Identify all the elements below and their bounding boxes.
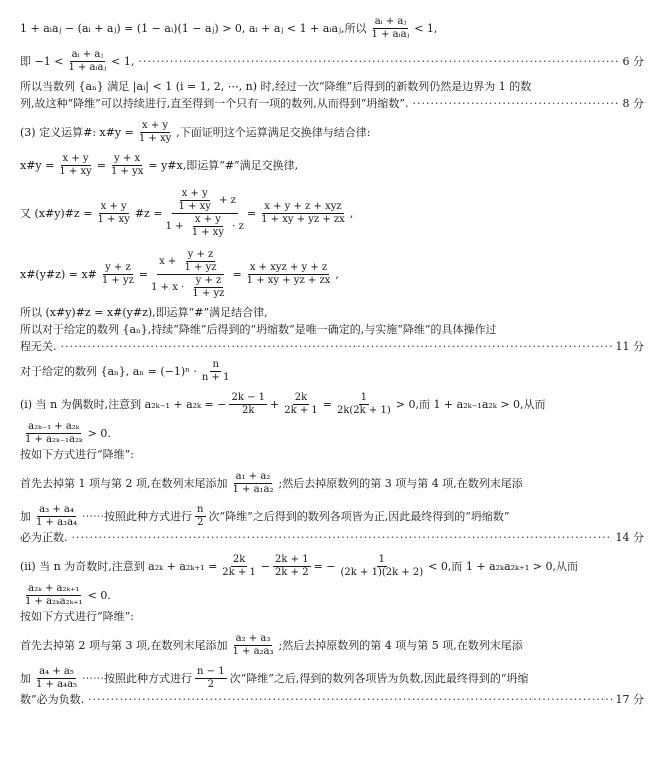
line-6 — [20, 153, 644, 178]
denominator: 2k + 1 — [222, 567, 256, 578]
compound-numerator — [172, 188, 238, 214]
numerator: y + z — [195, 275, 222, 286]
leader-dots — [412, 95, 618, 112]
numerator: x + y — [142, 120, 169, 131]
line-8 — [20, 249, 644, 300]
line-16 — [20, 471, 644, 496]
numerator: x + y — [62, 153, 89, 164]
line-7 — [20, 188, 644, 239]
denominator: 2 — [197, 517, 204, 528]
denominator: 1 + xy — [97, 214, 130, 225]
fraction — [177, 188, 213, 213]
numerator: a₂ + a₃ — [235, 633, 271, 644]
denominator: 2k + 2 — [275, 567, 309, 578]
line-5 — [20, 120, 644, 145]
fraction — [23, 421, 85, 446]
text: = y#x,即运算“#”满足交换律, — [148, 159, 299, 172]
fraction — [34, 504, 79, 529]
line-9 — [20, 304, 644, 321]
fraction — [339, 554, 426, 579]
denominator: 1 + xy + yz + zx — [246, 275, 331, 286]
text: ,下面证明这个运算满足交换律与结合律: — [176, 126, 371, 139]
score-label: 6 分 — [622, 55, 644, 68]
compound-numerator — [157, 249, 223, 275]
numerator: a₁ + a₂ — [235, 471, 271, 482]
denominator: 1 + yz — [101, 275, 134, 286]
fraction — [100, 262, 136, 287]
fraction — [190, 275, 226, 300]
text: (3) 定义运算#: x#y = — [20, 126, 134, 139]
line-12 — [20, 359, 644, 384]
text: x#y = — [20, 159, 55, 172]
leader-dots — [138, 53, 618, 70]
score-label: 11 分 — [615, 340, 644, 353]
numerator: n — [197, 504, 204, 515]
denominator: 1 + xy — [138, 133, 172, 144]
denominator: 1 + a₁a₂ — [232, 484, 274, 495]
text: 列,故这种“降维”可以持续进行,直至得到一个只有一项的数列,从而得到“坍缩数”. — [20, 97, 409, 110]
numerator: y + z — [187, 249, 214, 260]
text: < 0,而 1 + a₂ₖa₂ₖ₊₁ > 0,从而 — [428, 560, 578, 573]
numerator: a₄ + a₅ — [39, 666, 74, 677]
fraction — [335, 392, 393, 417]
text: 按如下方式进行“降维”: — [20, 610, 134, 623]
fraction — [259, 201, 347, 226]
line-2 — [20, 49, 644, 74]
text: = — [138, 268, 149, 281]
fraction — [195, 504, 205, 529]
numerator: x + xyz + y + z — [249, 262, 328, 273]
line-24 — [20, 691, 644, 708]
numerator: 2k − 1 — [231, 392, 266, 403]
numerator: n − 1 — [197, 666, 225, 677]
compound-denominator — [151, 275, 229, 300]
text: ;然后去掉原数列的第 4 项与第 5 项,在数列末尾添 — [278, 639, 523, 652]
denominator: 2k + 1 — [284, 405, 318, 416]
fraction — [57, 153, 93, 178]
compound-fraction — [166, 188, 244, 239]
text: (ⅰ) 当 n 为偶数时,注意到 a₂ₖ₋₁ + a₂ₖ = − — [20, 398, 227, 411]
score-label: 8 分 — [622, 97, 644, 110]
text: 所以当数列 {aₙ} 满足 |aᵢ| < 1 (i = 1, 2, ⋯, n) 时,经过一次“降维”后得到的新数列仍然是边界为 1 的数 — [20, 80, 532, 93]
line-20 — [20, 583, 644, 608]
text: + — [270, 398, 280, 411]
compound-denominator — [166, 214, 244, 239]
denominator: 1 + a₃a₄ — [36, 517, 78, 528]
fraction — [66, 49, 108, 74]
text: + z — [219, 195, 236, 206]
leader-dots — [61, 338, 612, 355]
line-19 — [20, 554, 644, 579]
fraction — [282, 392, 320, 417]
text: 加 — [20, 672, 31, 685]
numerator: aᵢ + aⱼ — [374, 16, 407, 27]
text: = — [322, 398, 332, 411]
fraction — [273, 554, 311, 579]
fraction — [190, 214, 226, 239]
text: 次“降维”之后,得到的数列各项皆为负数,因此最终得到的“坍缩 — [229, 672, 529, 685]
denominator: 1 + a₄a₅ — [36, 679, 78, 690]
text: = — [96, 159, 106, 172]
fraction — [245, 262, 333, 287]
text: 1 + aᵢaⱼ − (aᵢ + aⱼ) = (1 − aᵢ)(1 − aⱼ) > 0, aᵢ + aⱼ < 1 + aᵢaⱼ,所以 — [20, 22, 367, 35]
text: 数”必为负数. — [20, 693, 85, 706]
text: ⋯⋯按照此种方式进行 — [82, 672, 193, 685]
numerator: 1 — [378, 554, 386, 565]
line-21 — [20, 608, 644, 625]
numerator: aᵢ + aⱼ — [71, 49, 103, 60]
score-label: 17 分 — [615, 693, 644, 706]
line-17 — [20, 504, 644, 529]
text: ⋯⋯按照此种方式进行 — [82, 510, 193, 523]
numerator: 2k — [232, 554, 246, 565]
denominator: 1 + aᵢaⱼ — [371, 29, 410, 40]
text: = − — [313, 560, 336, 573]
text: 所以对于给定的数列 {aₙ},持续“降维”后得到的“坍缩数”是唯一确定的,与实施“降维”的具体操作过 — [20, 323, 497, 336]
text: − — [260, 560, 271, 573]
numerator: x + y — [181, 188, 208, 199]
text: 必为正数. — [20, 531, 68, 544]
text: < 1, — [414, 22, 438, 35]
text: 对于给定的数列 {aₙ}, aₙ = (−1)ⁿ · — [20, 365, 197, 378]
fraction — [195, 666, 227, 691]
text: 1 + — [165, 221, 184, 232]
fraction — [34, 666, 79, 691]
denominator: 1 + xy — [59, 166, 92, 177]
text: (ⅱ) 当 n 为奇数时,注意到 a₂ₖ + a₂ₖ₊₁ = — [20, 560, 218, 573]
text: = — [232, 268, 242, 281]
text: < 1, — [111, 55, 135, 68]
fraction — [220, 554, 258, 579]
fraction — [182, 249, 218, 274]
score-label: 14 分 — [615, 531, 644, 544]
text: 又 (x#y)#z = — [20, 207, 93, 220]
text: < 0. — [87, 589, 111, 602]
line-23 — [20, 666, 644, 691]
text: 加 — [20, 510, 31, 523]
fraction — [230, 633, 275, 658]
line-14 — [20, 421, 644, 446]
line-3 — [20, 78, 644, 95]
fraction — [95, 201, 131, 226]
text: > 0,而 1 + a₂ₖ₋₁a₂ₖ > 0,从而 — [395, 398, 546, 411]
numerator: 2k — [294, 392, 308, 403]
denominator: 2 — [207, 679, 214, 690]
fraction — [200, 359, 232, 384]
fraction — [229, 392, 267, 417]
fraction — [109, 153, 145, 178]
line-1 — [20, 16, 644, 41]
text: 次“降维”之后得到的数列各项皆为正,因此最终得到的“坍缩数” — [208, 510, 510, 523]
numerator: x + y + z + xyz — [264, 201, 342, 212]
numerator: a₂ₖ + a₂ₖ₊₁ — [28, 583, 80, 594]
denominator: 2k(2k + 1) — [336, 405, 391, 416]
fraction — [137, 120, 173, 145]
denominator: 2k — [242, 405, 255, 416]
text: 首先去掉第 1 项与第 2 项,在数列末尾添加 — [20, 477, 228, 490]
line-22 — [20, 633, 644, 658]
numerator: 1 — [360, 392, 368, 403]
compound-fraction — [151, 249, 229, 300]
denominator: (2k + 1)(2k + 2) — [340, 567, 424, 578]
numerator: x + y — [100, 201, 127, 212]
line-10 — [20, 321, 644, 338]
numerator: y + z — [105, 262, 131, 273]
numerator: y + x — [114, 153, 141, 164]
text: 所以 (x#y)#z = x#(y#z),即运算“#”满足结合律, — [20, 306, 268, 319]
text: x#(y#z) = x# — [20, 268, 97, 281]
denominator: 1 + aᵢaⱼ — [68, 62, 107, 73]
line-13 — [20, 392, 644, 417]
numerator: a₃ + a₄ — [39, 504, 74, 515]
line-11 — [20, 338, 644, 355]
leader-dots — [72, 529, 612, 546]
line-15 — [20, 446, 644, 463]
fraction — [370, 16, 412, 41]
denominator: 1 + yx — [110, 166, 144, 177]
numerator: a₂ₖ₋₁ + a₂ₖ — [28, 421, 80, 432]
leader-dots — [88, 691, 611, 708]
denominator: 1 + a₂a₃ — [232, 646, 274, 657]
text: 1 + x · — [151, 282, 185, 293]
fraction — [23, 583, 85, 608]
text: x + — [159, 256, 177, 267]
text: ;然后去掉原数列的第 3 项与第 4 项,在数列末尾添 — [278, 477, 523, 490]
text: = — [246, 207, 257, 220]
denominator: 1 + a₂ₖa₂ₖ₊₁ — [25, 596, 83, 607]
line-18 — [20, 529, 644, 546]
numerator: x + y — [194, 214, 221, 225]
denominator: n + 1 — [201, 372, 230, 383]
text: 即 −1 < — [20, 55, 64, 68]
denominator: 1 + xy + yz + zx — [261, 214, 345, 225]
denominator: 1 + a₂ₖ₋₁a₂ₖ — [25, 434, 83, 445]
denominator: 1 + yz — [192, 288, 225, 299]
fraction — [230, 471, 275, 496]
numerator: 2k + 1 — [275, 554, 309, 565]
text: , — [349, 207, 354, 220]
text: · z — [232, 221, 244, 232]
denominator: 1 + xy — [191, 227, 225, 238]
text: , — [335, 268, 339, 281]
text: > 0. — [87, 427, 111, 440]
denominator: 1 + yz — [184, 262, 217, 273]
denominator: 1 + xy — [178, 201, 211, 212]
text: 首先去掉第 2 项与第 3 项,在数列末尾添加 — [20, 639, 228, 652]
line-4 — [20, 95, 644, 112]
text: 程无关. — [20, 340, 57, 353]
text: #z = — [134, 207, 163, 220]
numerator: n — [212, 359, 219, 370]
text: 按如下方式进行“降维”: — [20, 448, 134, 461]
